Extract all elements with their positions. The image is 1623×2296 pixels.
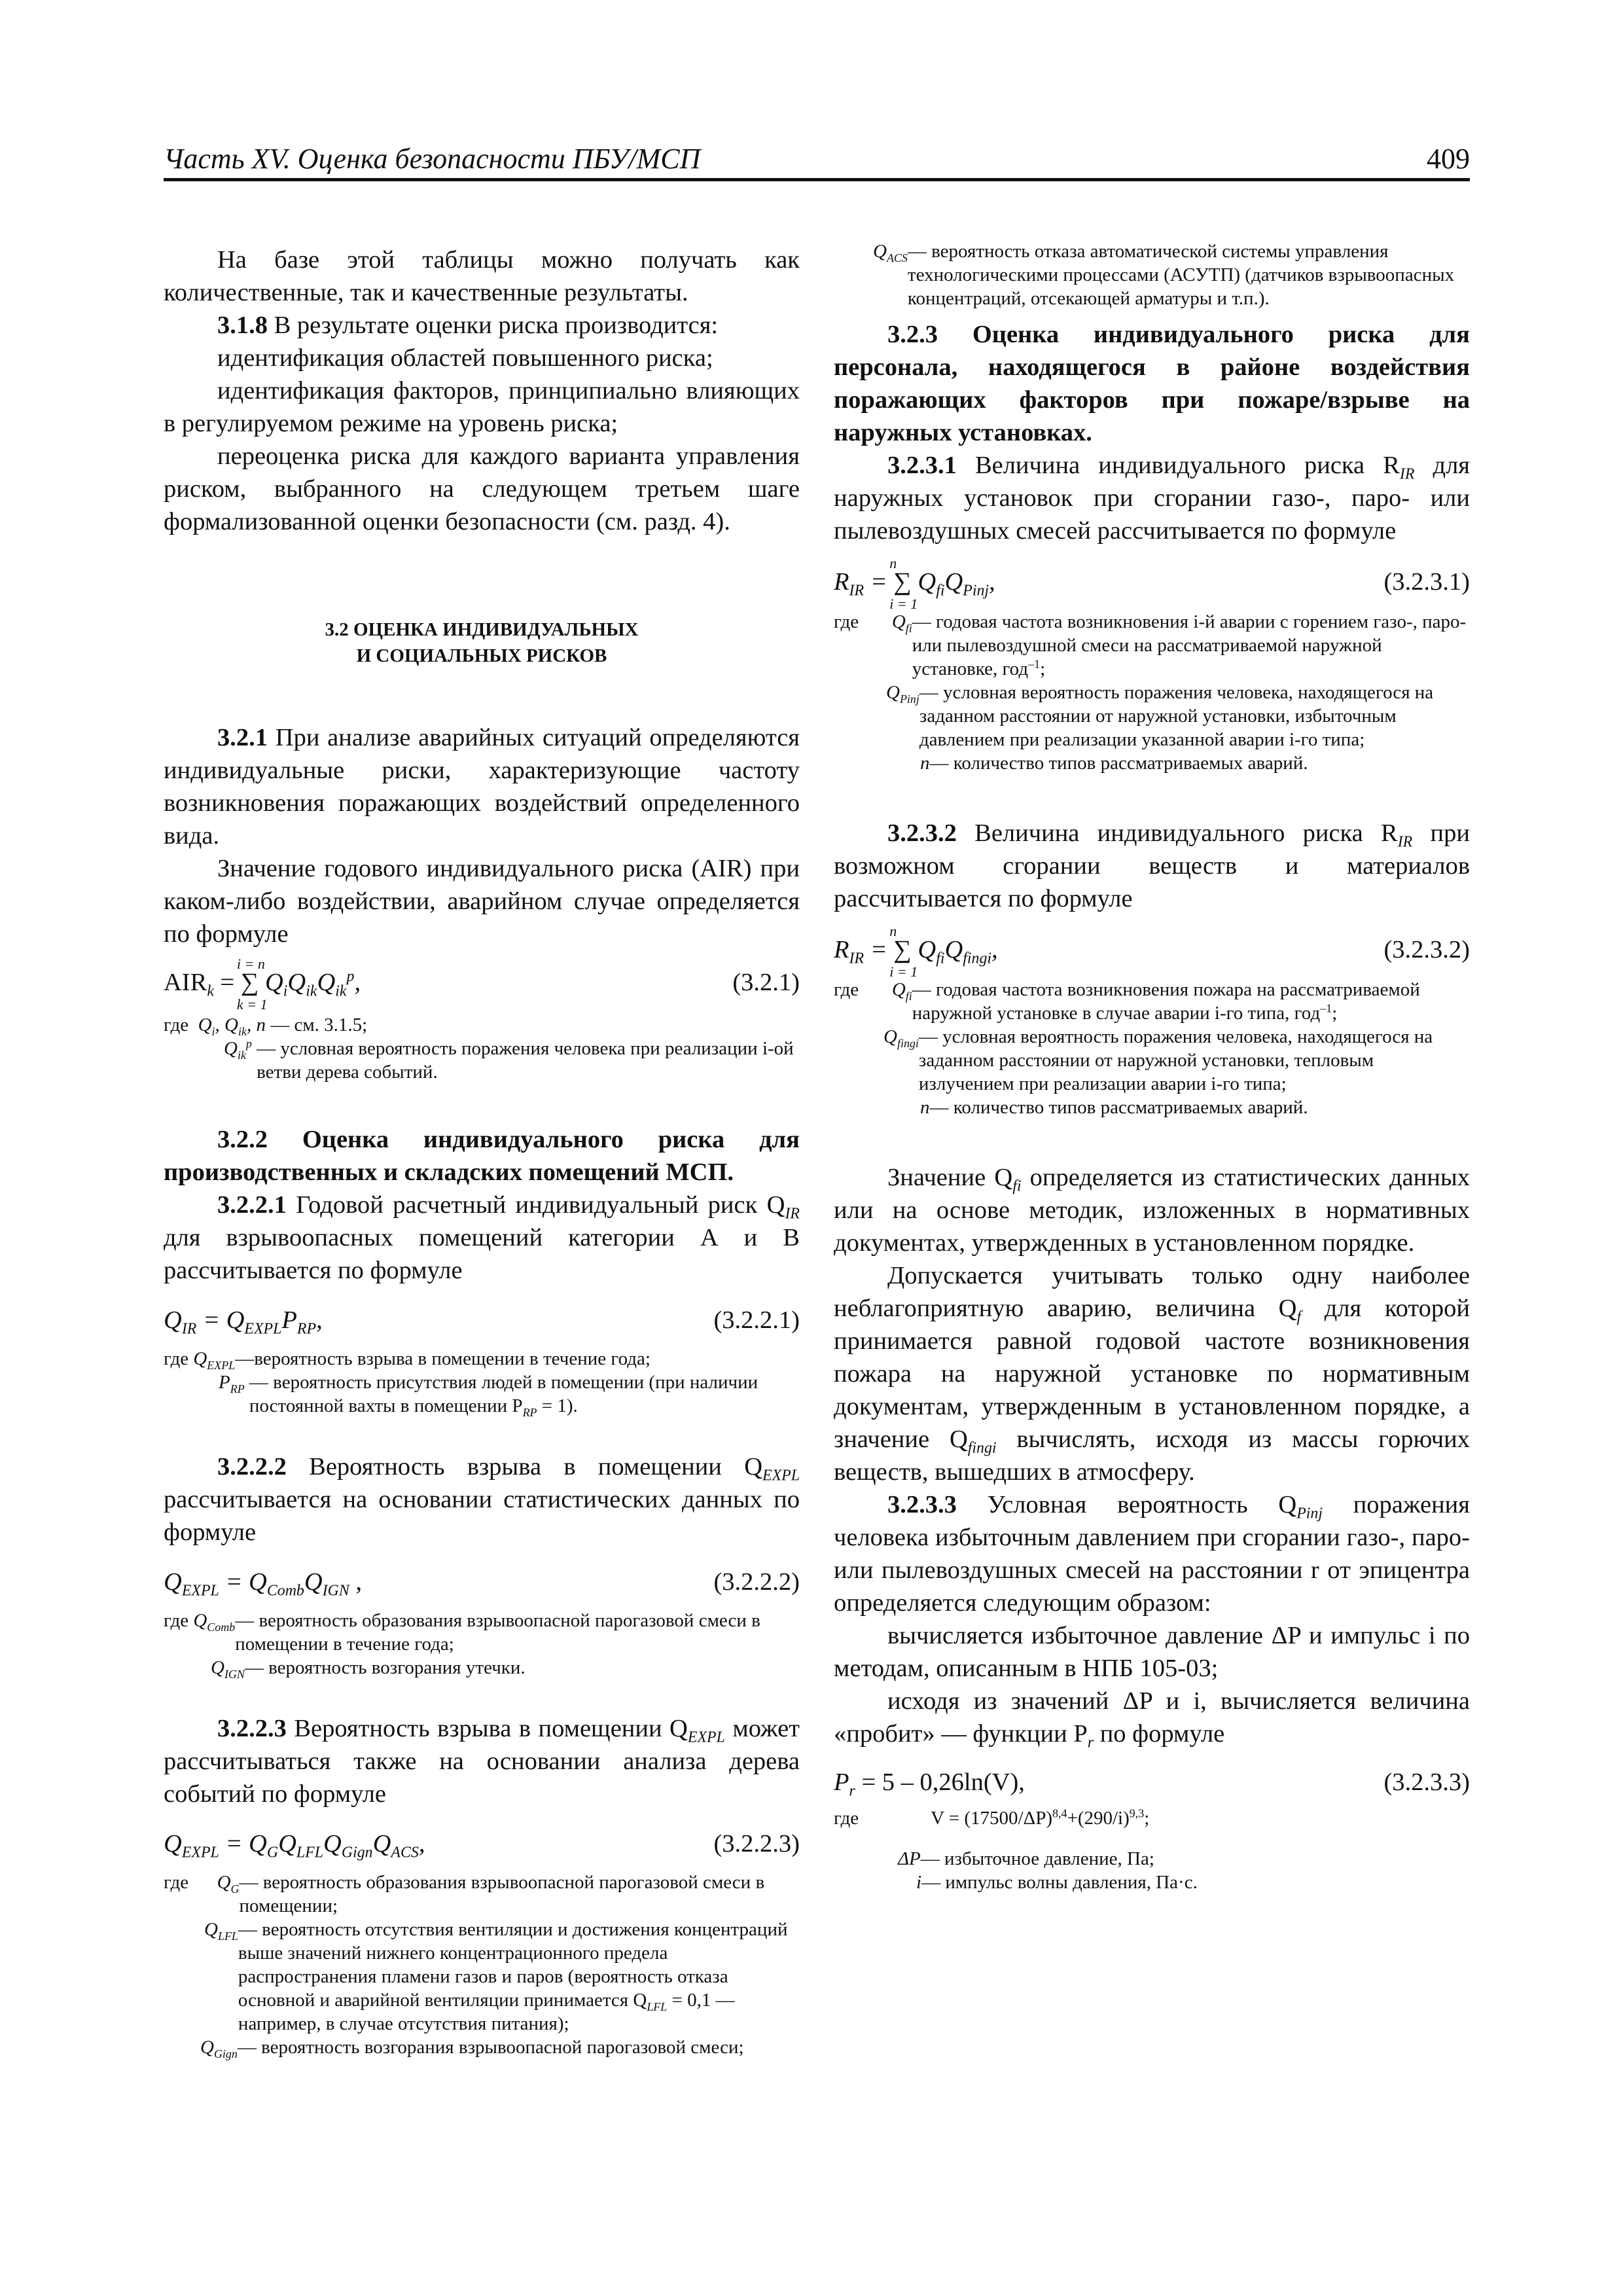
formula-3-2-2-1-definitions: где $Q_{EXPL}$ —вероятность взрыва в помещении в течение года; $P_{RP}$ — вероятность присутствия людей в помещении (при наличии постоянной вахты в помещении $P_{RP} = 1$). (164, 1348, 758, 1419)
paragraph: идентификация факторов, принципиально влияющих в регулируемом режиме на уровень риска; (164, 377, 800, 437)
running-header (164, 141, 1470, 181)
paragraph: Допускается учитывать только одну наиболее неблагоприятную аварию, величина $Q_f$ для которой принимается равной годовой частоте возникновения пожара на наружной установке по нормативным документам, утвержденным в установленном порядке, а значение $Q_{fingi}$ вычислять, исходя из массы горючих веществ, вышедших в атмосферу. (834, 1262, 1470, 1486)
paragraph-3-2-2-3: 3.2.2.3 Вероятность взрыва в помещении $Q_{EXPL}$ может рассчитываться также на основании анализа дерева событий по формуле (164, 1715, 800, 1808)
formula-3-2-2-3: $Q_{EXPL} = Q_GQ_{LFL}Q_{Gign}Q_{ACS}$, (3.2.2.3) (164, 1830, 800, 1861)
right-column (834, 243, 1470, 1894)
paragraph: вычисляется избыточное давление ΔP и импульс i по методам, описанным в НПБ 105-03; (834, 1622, 1470, 1682)
formula-3-2-3-1-definitions: где $Q_{fi}$ — годовая частота возникновения i-й аварии с горением газо-, паро- или пылевоздушной смеси на рассматриваемой наружной установке, год$^{-1}$; $Q_{Pinj}$ — условная вероятность поражения человека, находящегося на заданном расстоянии от наружной установки, избыточным давлением при реализации указанной аварии i-го типа; n — количество типов рассматриваемых аварий. (834, 611, 1467, 774)
paragraph: переоценка риска для каждого варианта управления риском, выбранного на следующем третьем шаге формализованной оценки безопасности (см. разд. 4). (164, 442, 800, 535)
paragraph-3-2-3-1: 3.2.3.1 Величина индивидуального риска $R_{IR}$ для наружных установок при сгорании газо-, паро- или пылевоздушных смесей рассчитывается по формуле (834, 452, 1471, 545)
paragraph: идентификация областей повышенного риска; (217, 344, 713, 372)
left-column (164, 243, 800, 2059)
formula-3-2-2-2-definitions: где $Q_{Comb}$ — вероятность образования взрывоопасной парогазовой смеси в помещении в течение года; $Q_{IGN}$ — вероятность возгорания утечки. (164, 1610, 760, 1681)
acs-definition: $Q_{ACS}$ — вероятность отказа автоматической системы управления технологическими процессами (АСУТП) (датчиков взрывоопасных концентраций, отсекающей арматуры и т.п.). (873, 241, 1455, 309)
paragraph-3-2-3-3: 3.2.3.3 Условная вероятность $Q_{Pinj}$ поражения человека избыточным давлением при сгорании газо-, паро- или пылевоздушных смесей на расстоянии r от эпицентра определяется следующим образом: (834, 1491, 1470, 1617)
formula-3-2-1: $AIR_k$ = ∑ i = n k = 1 $Q_iQ_{ik}Q_{ik}^p$, (3.2.1) (164, 956, 800, 1013)
formula-3-2-3-3-definitions: где $V = (17500/\Delta P)^{8,4}+(290/i)^{9,3}$; ΔP — избыточное давление, Па; i — импульс волны давления, Па·с. (834, 1806, 1198, 1893)
paragraph-3-2-3-2: 3.2.3.2 Величина индивидуального риска $R_{IR}$ при возможном сгорании веществ и материалов рассчитывается по формуле (834, 819, 1470, 912)
paragraph: Значение годового индивидуального риска (AIR) при каком-либо воздействии, аварийном случае определяется по формуле (164, 855, 800, 948)
paragraph: исходя из значений ΔP и i, вычисляется величина «пробит» — функции $P_r$ по формуле (834, 1687, 1470, 1751)
formula-3-2-3-1: $R_{IR}$ = ∑ n i = 1 $Q_{fi}Q_{Pinj}$, (3.2.3.1) (834, 555, 1470, 612)
paragraph-3-2-3: 3.2.3 Оценка индивидуального риска для персонала, находящегося в районе воздействия поражающих факторов при пожаре/взрыве на наружных установках. (834, 321, 1470, 446)
header-rule (164, 178, 1470, 181)
formula-3-2-3-2-definitions: где $Q_{fi}$ — годовая частота возникновения пожара на рассматриваемой наружной установке в случае аварии i-го типа, год$^{-1}$; $Q_{fingi}$ — условная вероятность поражения человека, находящегося на заданном расстоянии от наружной установки, тепловым излучением при реализации аварии i-го типа; n — количество типов рассматриваемых аварий. (834, 979, 1433, 1118)
paragraph: Значение $Q_{fi}$ определяется из статистических данных или на основе методик, изложенных в нормативных документах, утвержденных в установленном порядке. (834, 1164, 1470, 1257)
paragraph-3-2-2-1: 3.2.2.1 Годовой расчетный индивидуальный риск $Q_{IR}$ для взрывоопасных помещений категории А и В рассчитывается по формуле (164, 1191, 800, 1284)
paragraph-3-2-2-2: 3.2.2.2 Вероятность взрыва в помещении $Q_{EXPL}$ рассчитывается на основании статистических данных по формуле (164, 1453, 800, 1546)
section-title-3-2: 3.2 ОЦЕНКА ИНДИВИДУАЛЬНЫХ И СОЦИАЛЬНЫХ РИСКОВ (325, 619, 639, 666)
formula-3-2-3-2: $R_{IR}$ = ∑ n i = 1 $Q_{fi}Q_{fingi}$, (3.2.3.2) (834, 923, 1470, 980)
paragraph-3-1-8: 3.1.8 В результате оценки риска производится: (217, 312, 719, 339)
paragraph: На базе этой таблицы можно получать как количественные, так и качественные результаты. (164, 246, 800, 306)
formula-3-2-2-1: $Q_{IR} = Q_{EXPL}P_{RP}$, (3.2.2.1) (164, 1306, 800, 1338)
page-number: 409 (1427, 143, 1470, 175)
formula-3-2-2-3-definitions: где $Q_G$ — вероятность образования взрывоопасной парогазовой смеси в помещении; $Q_{LFL}$ — вероятность отсутствия вентиляции и достижения концентраций выше значений нижнего концентрационного предела распространения пламени газов и паров (вероятность отказа основной и аварийной вентиляции принимается $Q_{LFL} = 0,1$ — например, в случае отсутствия питания); $Q_{Gign}$ — вероятность возгорания взрывоопасной парогазовой смеси; (164, 1872, 788, 2060)
header-title: Часть XV. Оценка безопасности ПБУ/МСП (164, 143, 701, 175)
paragraph-3-2-2: 3.2.2 Оценка индивидуального риска для производственных и складских помещений МСП. (164, 1126, 800, 1186)
formula-3-2-2-2: $Q_{EXPL} = Q_{Comb}Q_{IGN}$ , (3.2.2.2) (164, 1568, 800, 1600)
formula-3-2-3-3: $P_r = 5 - 0,26\ln(V)$, (3.2.3.3) (834, 1768, 1470, 1800)
paragraph-3-2-1: 3.2.1 При анализе аварийных ситуаций определяются индивидуальные риски, характеризующие частоту возникновения поражающих воздействий определенного вида. (164, 724, 800, 850)
formula-3-2-1-definitions: где $Q_i$, $Q_{ik}$, n — см. 3.1.5; $Q_{ik}^p$ — условная вероятность поражения человека при реализации i-ой ветви дерева событий. (164, 1014, 794, 1083)
